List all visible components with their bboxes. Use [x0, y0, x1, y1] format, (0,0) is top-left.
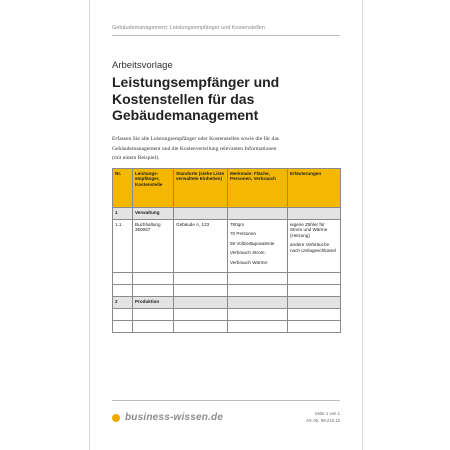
table-cell [288, 297, 341, 309]
table-cell [174, 285, 228, 297]
title-line: Kostenstellen für das [112, 90, 255, 107]
table-cell: 1.1 [113, 220, 133, 273]
table-cell: Produktion [133, 297, 174, 309]
table-cell [228, 321, 288, 333]
header-erlaeuterungen: Erläuterungen [288, 169, 341, 208]
table-cell [113, 285, 133, 297]
intro-line: Erfassen Sie alle Leistungsempfänger oder Kostenstellen sowie die für das [112, 136, 279, 142]
footer-divider [112, 400, 340, 401]
header-standorte: Standorte (siehe Liste verwaltete Einheiten) [174, 169, 228, 208]
page-meta [306, 410, 340, 424]
title-line: Leistungsempfänger und [112, 74, 280, 90]
brand-logo [112, 412, 223, 423]
header-empfaenger: Leistungs- empfänger, Kostenstelle [133, 169, 174, 208]
brand-dot-icon [112, 414, 120, 422]
table-cell [288, 309, 341, 321]
table-cell [174, 208, 228, 220]
table-row [113, 285, 341, 297]
cost-center-table [112, 168, 341, 333]
article-number: Art.-Nr. 99.216.12 [306, 418, 340, 423]
document-title [112, 74, 342, 124]
table-row [113, 309, 341, 321]
page-number: Seite 1 von 1 [314, 411, 340, 416]
table-cell: eigene Zähler für Strom und Wärme (Heizung) andere Verbräuche nach Umlageschlüssel [288, 220, 341, 273]
table-cell [288, 208, 341, 220]
table-header-row [113, 169, 341, 208]
table-cell: Buchhaltung 350067 [133, 220, 174, 273]
table-cell [113, 309, 133, 321]
section-row-verwaltung [113, 208, 341, 220]
table-cell [288, 273, 341, 285]
table-cell [228, 309, 288, 321]
title-line: Gebäudemanagement [112, 107, 259, 123]
header-nr: Nr. [113, 169, 133, 208]
table-cell [113, 321, 133, 333]
header-merkmale: Merkmale: Fläche, Personen, Verbrauch [228, 169, 288, 208]
table-cell: Gebäude A, 123 [174, 220, 228, 273]
table-cell [288, 321, 341, 333]
table-cell [174, 321, 228, 333]
intro-line: Gebäudemanagement und die Kostenverteilung relevanten Informationen [112, 145, 277, 152]
table-cell [113, 273, 133, 285]
document-kicker: Arbeitsvorlage [112, 60, 173, 71]
table-cell [133, 285, 174, 297]
table-cell [133, 321, 174, 333]
brand-name: business-wissen.de [125, 412, 224, 423]
table-cell: Verwaltung [133, 208, 174, 220]
table-row [113, 321, 341, 333]
table-cell [174, 273, 228, 285]
table-cell: 2 [113, 297, 133, 309]
table-cell [133, 309, 174, 321]
section-row-produktion [113, 297, 341, 309]
intro-paragraph [112, 135, 340, 164]
document-page [89, 0, 363, 450]
table-cell [228, 208, 288, 220]
header-divider [112, 35, 340, 36]
table-cell [133, 273, 174, 285]
table-cell [228, 285, 288, 297]
table-cell [228, 297, 288, 309]
running-header: Gebäudemanagement: Leistungsempfänger und Kostenstellen [112, 25, 265, 31]
table-row [113, 273, 341, 285]
table-cell: 780qm 70 Personen 58 Vollzeitäquivalente Verbrauch Strom: Verbrauch Wärme: [228, 220, 288, 273]
table-cell [288, 285, 341, 297]
table-cell [174, 309, 228, 321]
table-cell [174, 297, 228, 309]
table-row [113, 220, 341, 273]
intro-line: (mit einem Beispiel). [112, 155, 160, 162]
table-cell [228, 273, 288, 285]
table-cell: 1 [113, 208, 133, 220]
